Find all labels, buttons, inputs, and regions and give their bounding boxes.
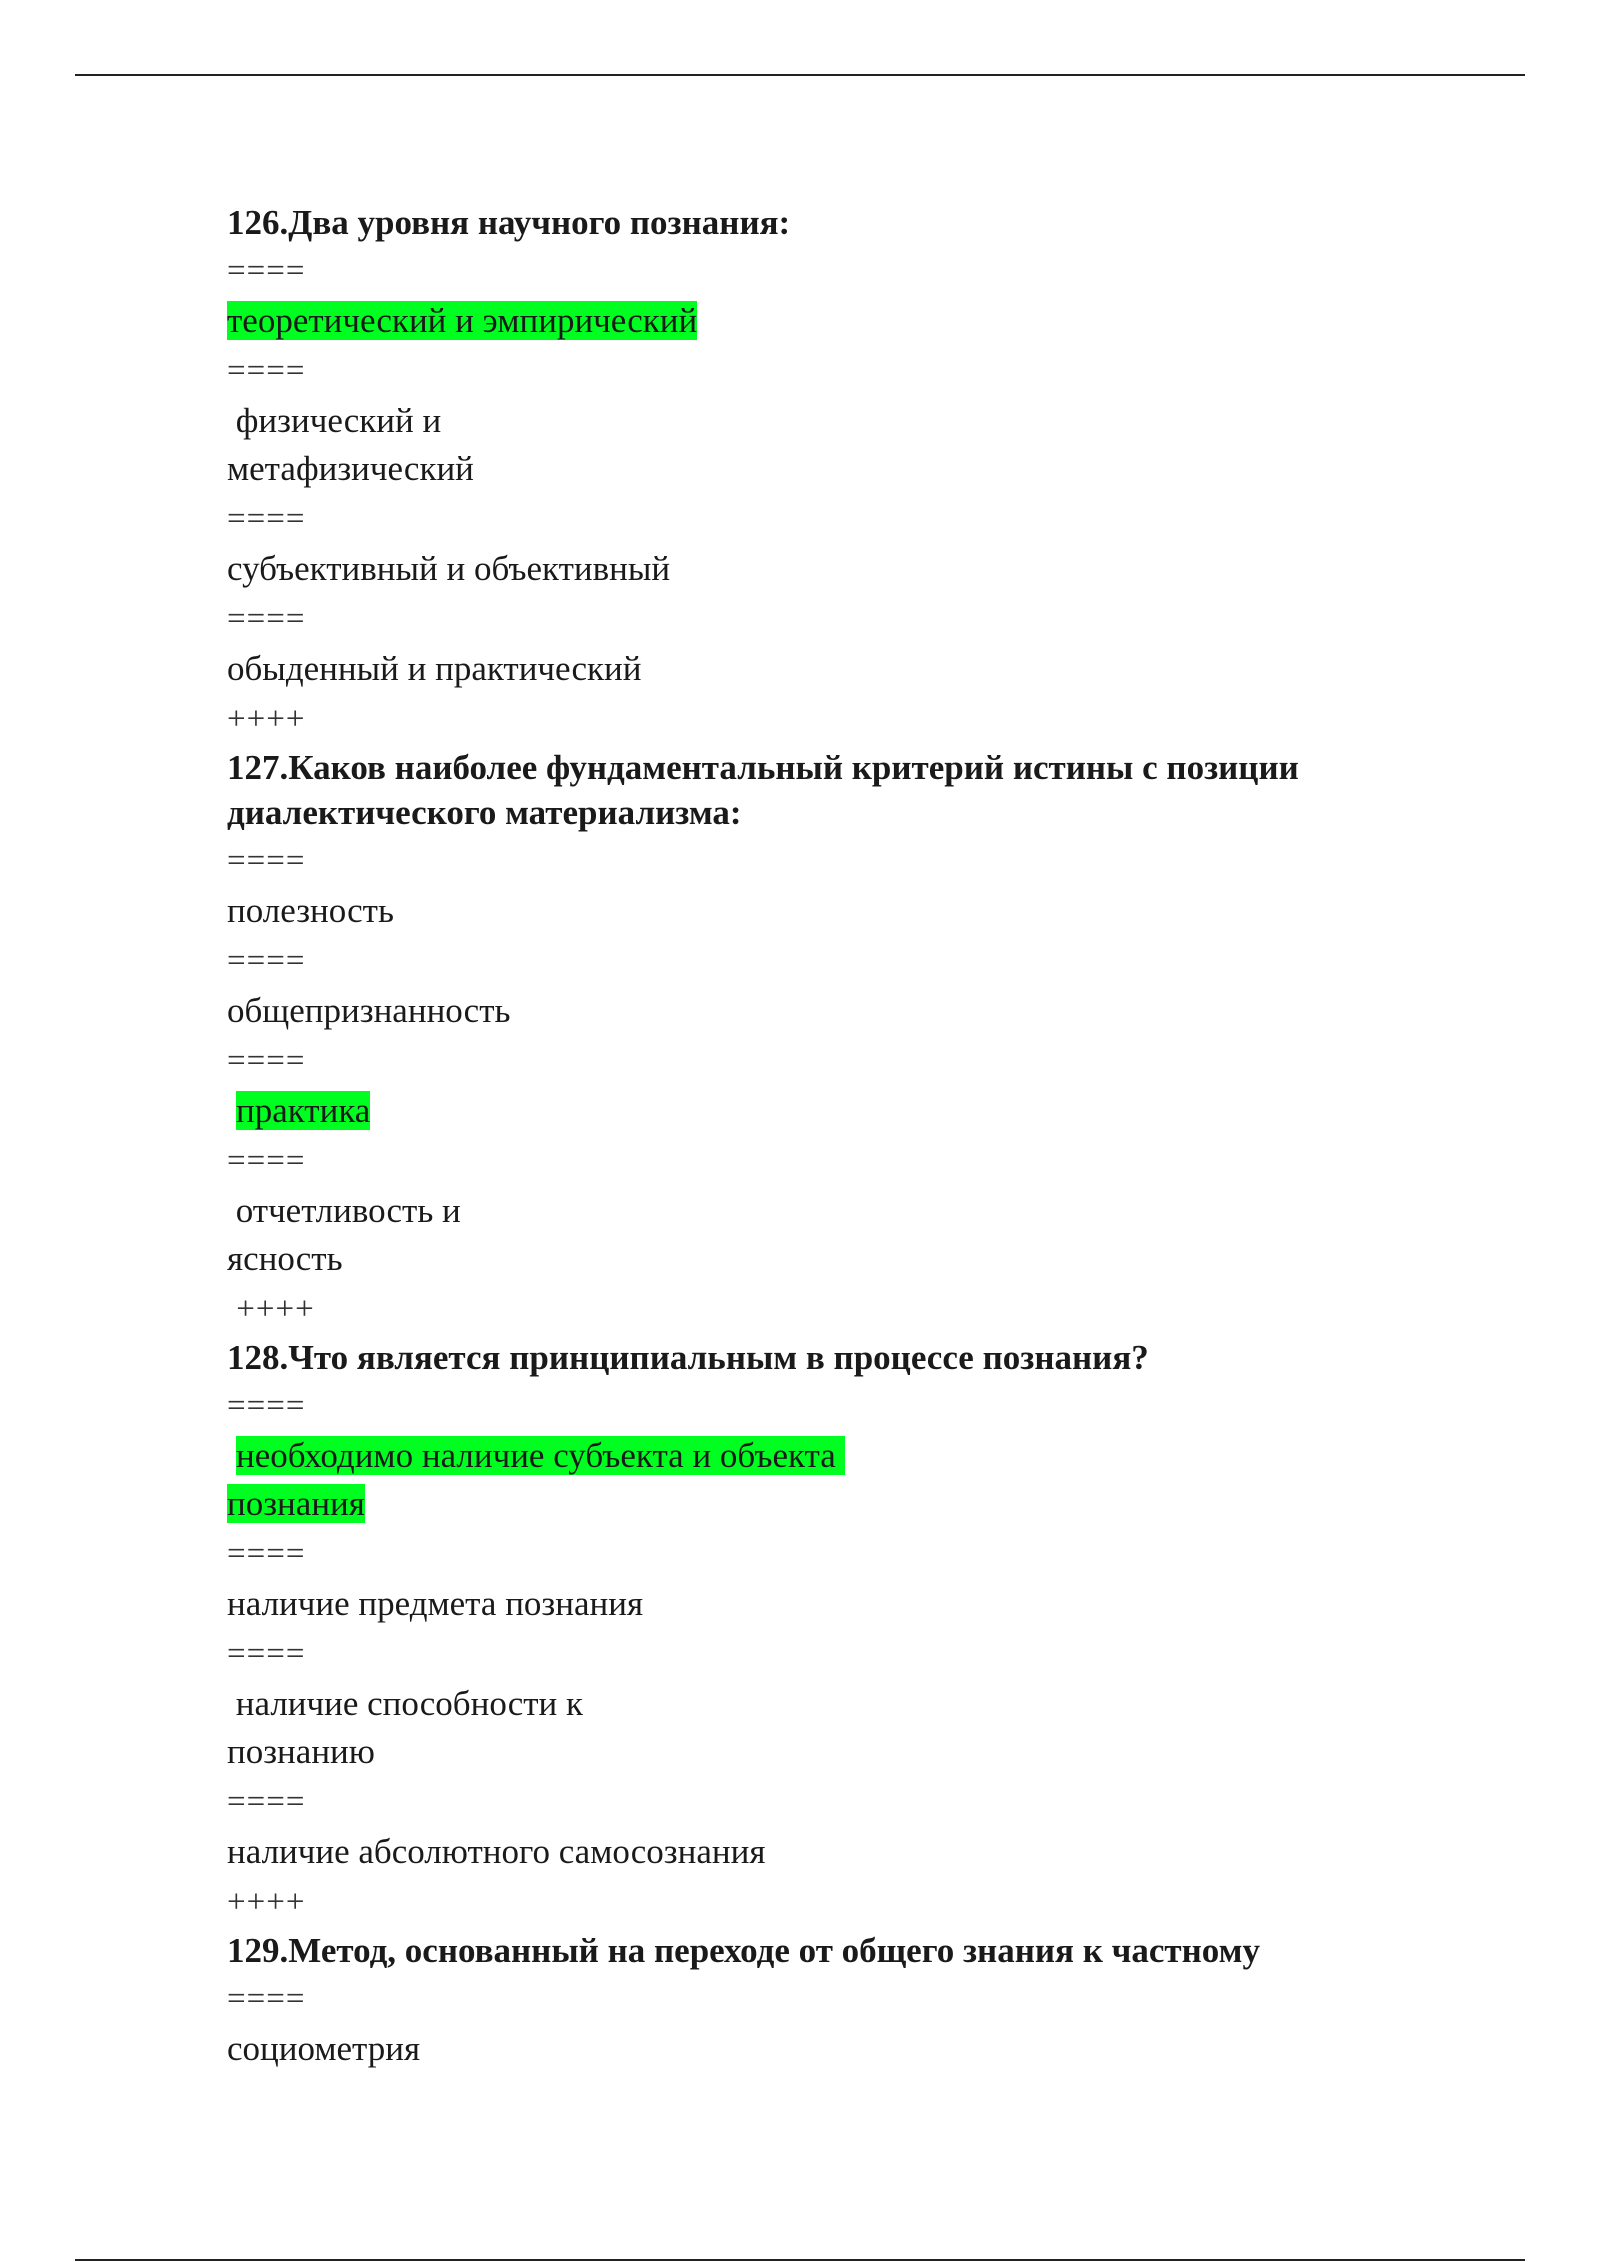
answer-option — [227, 297, 1427, 345]
answer-option-line: отчетливость и — [227, 1191, 461, 1230]
question-127-title-line-1: 127.Каков наиболее фундаментальный критерий истины с позиции — [227, 748, 1299, 787]
separator: ==== — [227, 1981, 306, 2017]
question-127-title-line-2: диалектического материализма: — [227, 793, 742, 832]
end-marker: ++++ — [227, 1291, 315, 1327]
separator: ==== — [227, 1536, 306, 1572]
answer-option: наличие абсолютного самосознания — [227, 1832, 766, 1871]
separator: ==== — [227, 943, 306, 979]
footer-rule — [75, 2259, 1525, 2261]
document-body — [227, 200, 1427, 2073]
header-rule — [75, 74, 1525, 76]
answer-option — [227, 1087, 1427, 1135]
answer-option-line — [227, 1480, 1427, 1528]
separator: ==== — [227, 353, 306, 389]
separator: ==== — [227, 1043, 306, 1079]
separator: ==== — [227, 1388, 306, 1424]
answer-option-line: ясность — [227, 1239, 343, 1278]
correct-answer-highlight: теоретический и эмпирический — [227, 301, 698, 340]
answer-option: общепризнанность — [227, 991, 511, 1030]
correct-answer-highlight: необходимо наличие субъекта и объекта — [236, 1436, 845, 1475]
answer-option: социометрия — [227, 2029, 421, 2068]
answer-option: субъективный и объективный — [227, 549, 671, 588]
answer-option-line: физический и — [227, 401, 442, 440]
answer-option-line: познанию — [227, 1732, 375, 1771]
separator: ==== — [227, 601, 306, 637]
separator: ==== — [227, 843, 306, 879]
separator: ==== — [227, 1143, 306, 1179]
question-129-title: 129.Метод, основанный на переходе от общего знания к частному — [227, 1931, 1260, 1970]
answer-option: обыденный и практический — [227, 649, 642, 688]
question-127-title — [227, 745, 1427, 835]
answer-option-line — [227, 1432, 1427, 1480]
correct-answer-highlight: практика — [236, 1091, 371, 1130]
end-marker: ++++ — [227, 1884, 306, 1920]
correct-answer-highlight: познания — [227, 1484, 365, 1523]
separator: ==== — [227, 501, 306, 537]
end-marker: ++++ — [227, 701, 306, 737]
answer-option: полезность — [227, 891, 394, 930]
question-126-title: 126.Два уровня научного познания: — [227, 203, 791, 242]
question-128-title: 128.Что является принципиальным в процессе познания? — [227, 1338, 1149, 1377]
separator: ==== — [227, 1784, 306, 1820]
answer-option-line: наличие способности к — [227, 1684, 584, 1723]
separator: ==== — [227, 1636, 306, 1672]
answer-option: наличие предмета познания — [227, 1584, 644, 1623]
separator: ==== — [227, 253, 306, 289]
answer-option-line: метафизический — [227, 449, 474, 488]
